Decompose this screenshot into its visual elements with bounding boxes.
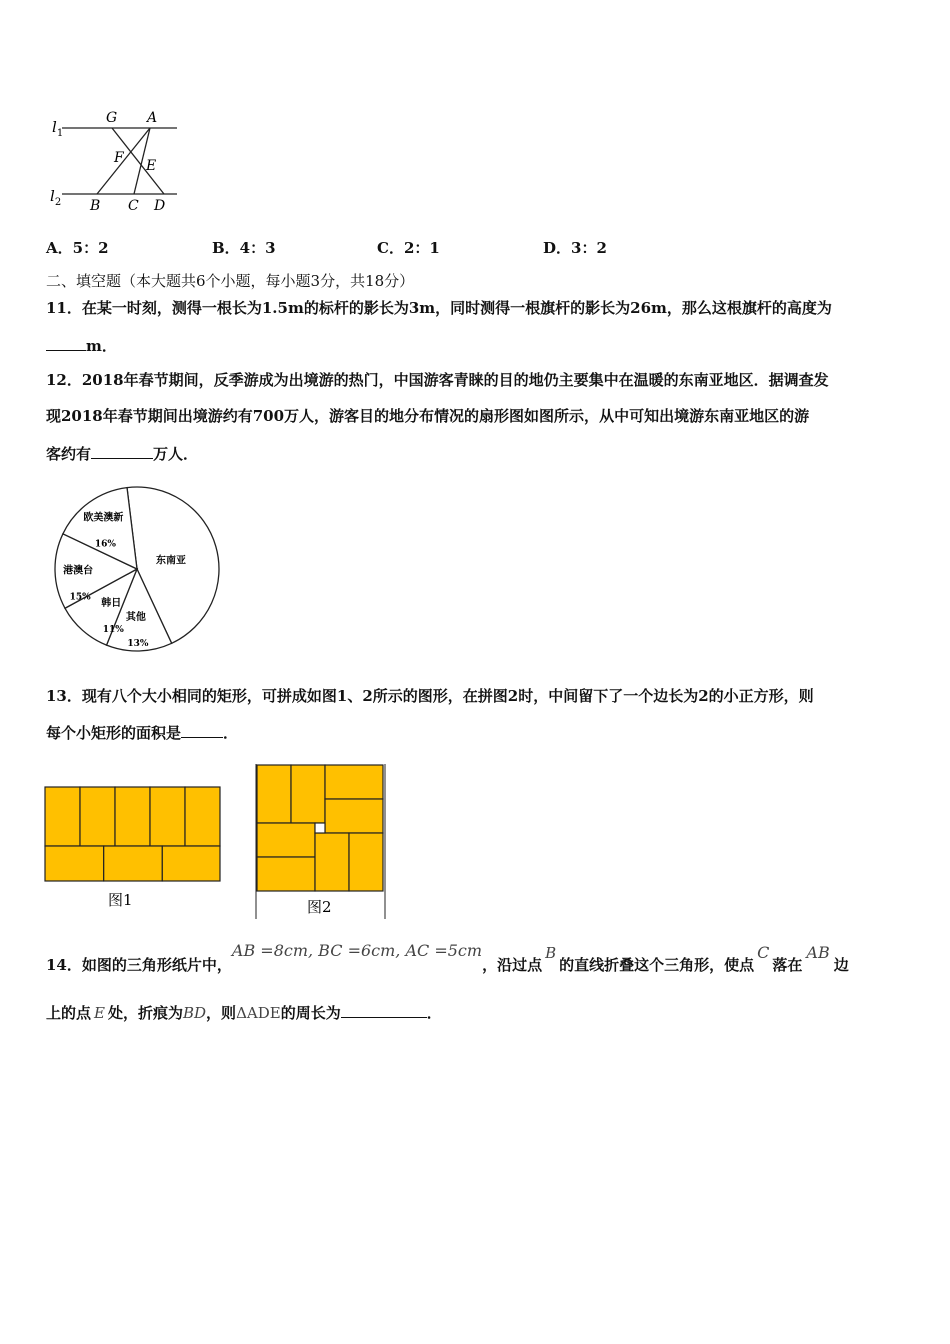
q14-line2-c: ，则 [206,1004,237,1022]
pie-slice-label: 欧美澳新 [83,512,124,524]
label-l1: $l_1$ [52,118,64,139]
q14-point-c: C [757,943,770,962]
q12-answer-blank[interactable] [91,444,153,459]
fig2-rect-4 [325,799,383,833]
q14-seg-ab: AB [806,943,830,962]
pie-slice-percent: 15% [69,592,91,603]
label-F: F [114,150,124,166]
fig1-rect-7 [104,846,163,881]
q14-mid3: 落在 [772,956,803,974]
fig1-rect-8 [162,846,220,881]
pie-slice-percent: 16% [94,539,116,550]
fig2-rect-1 [257,765,291,823]
pie-slice-label: 港澳台 [63,565,94,577]
q14-given: AB =8cm, BC =6cm, AC =5cm [231,941,483,960]
q11-answer-blank[interactable] [46,336,86,351]
fig2-caption: 图2 [307,898,332,916]
fig1-rect-1 [45,787,80,846]
section-title: 二、填空题（本大题共6个小题，每小题3分，共18分） [46,272,415,290]
fig2-rect-5 [257,823,315,857]
fig2-rect-8 [349,833,383,891]
q14-mid2: 的直线折叠这个三角形，使点 [559,956,755,974]
fig1-rect-3 [115,787,150,846]
q14-line2-a: 上的点 [46,1004,92,1022]
fig2-rect-6 [257,857,315,891]
q11-unit: m． [86,337,117,355]
label-B: B [90,198,101,214]
pie-slice-percent: 11% [102,625,124,636]
q13-line2-prefix: 每个小矩形的面积是 [46,724,182,742]
option-a[interactable]: A．5：2 [46,239,109,257]
q13-line2 [46,722,238,743]
q14-mid1: ，沿过点 [482,956,543,974]
q14-line2-b: 处，折痕为 [107,1004,183,1022]
q14-prefix: 14．如图的三角形纸片中， [46,956,232,974]
q13-answer-blank[interactable] [181,723,223,738]
q12-line3-suffix: 万人． [153,445,199,463]
q12-line3 [46,443,198,464]
q11-line2 [46,335,117,356]
option-c[interactable]: C．2：1 [377,239,440,257]
fig1-rect-5 [185,787,220,846]
label-G: G [106,110,118,126]
pie-slice-label: 其他 [125,611,146,623]
q14-answer-blank[interactable] [341,1003,427,1018]
q13-line2-suffix: ． [223,724,239,742]
q14-point-e: E [94,1004,105,1022]
pie-slice-percent: 13% [127,638,149,649]
pie-chart [50,485,225,655]
fig2-rect-3 [325,765,383,799]
figure-2 [255,764,387,919]
fig1-rect-6 [45,846,104,881]
label-C: C [128,198,139,214]
parallel-lines-figure [44,104,184,216]
fig2-rect-7 [315,833,349,891]
q14-line2-end: ． [426,1004,442,1022]
label-D: D [154,198,166,214]
option-b[interactable]: B．4：3 [212,239,276,257]
figure-1 [44,786,224,912]
fig1-rect-2 [80,787,115,846]
q12-line3-prefix: 客约有 [46,445,92,463]
pie-slice-label: 东南亚 [156,555,187,567]
q14-line2 [46,1002,442,1023]
label-E: E [146,158,157,174]
q14-line2-d: 的周长为 [280,1004,341,1022]
pie-slice-label: 韩日 [101,598,122,610]
label-l2: $l_2$ [50,187,62,208]
fig2-rect-2 [291,765,325,823]
q11-line1: 11．在某一时刻，测得一根长为1.5m的标杆的影长为3m，同时测得一根旗杆的影长为26m，那么这根旗杆的高度为 [46,299,832,317]
option-d[interactable]: D．3：2 [543,239,607,257]
fig2-center-square [315,823,325,833]
q14-seg-bd: BD [182,1004,207,1022]
q13-line1: 13．现有八个大小相同的矩形，可拼成如图1、2所示的图形，在拼图2时，中间留下了一个边长为2的小正方形，则 [46,687,814,705]
q14-line1 [46,940,849,980]
q14-point-b: B [545,944,557,962]
q12-line1: 12．2018年春节期间，反季游成为出境游的热门，中国游客青睐的目的地仍主要集中在温暖的东南亚地区．据调查发 [46,371,829,389]
q14-end1: 边 [833,956,849,974]
fig1-caption: 图1 [108,891,133,909]
q14-triangle: ΔADE [236,1004,281,1022]
label-A: A [147,110,158,126]
q12-line2: 现2018年春节期间出境游约有700万人，游客目的地分布情况的扇形图如图所示，从中可知出境游东南亚地区的游 [46,407,810,425]
fig1-rect-4 [150,787,185,846]
